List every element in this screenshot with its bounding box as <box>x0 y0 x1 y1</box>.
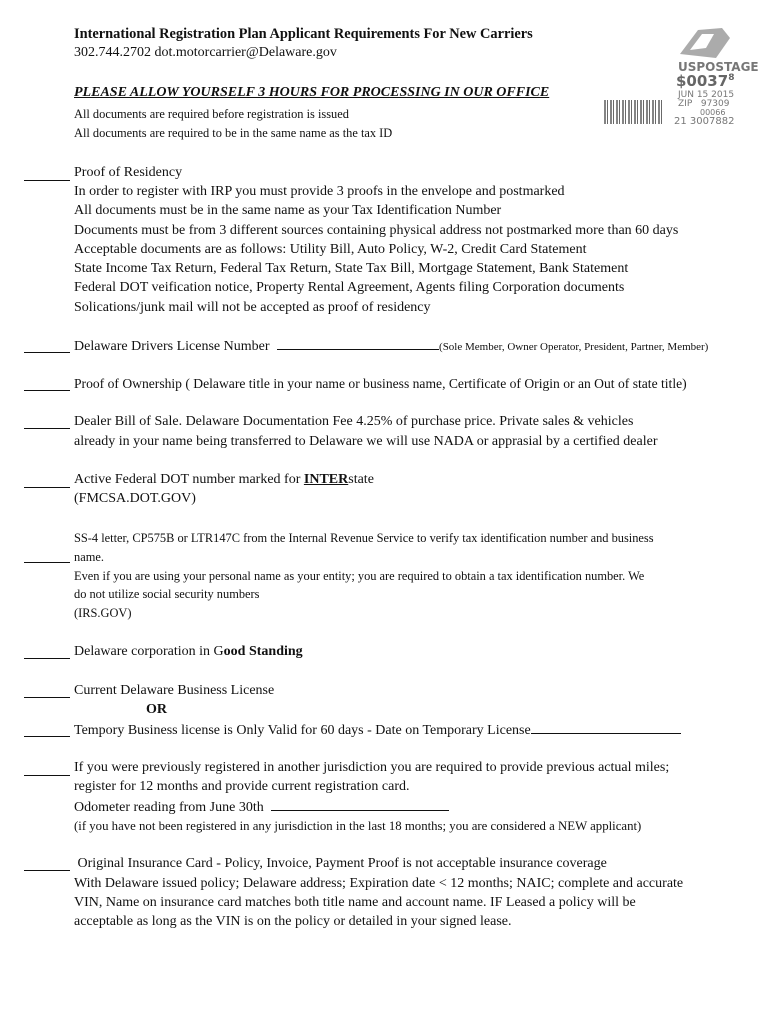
odometer-field[interactable] <box>271 798 449 811</box>
previous-line: If you were previously registered in another jurisdiction you are required to provide previous actual miles; <box>74 760 670 775</box>
checkbox-blank-business-license[interactable] <box>24 697 70 698</box>
stamp-date: JUN 15 2015 <box>678 90 735 100</box>
residency-line: Acceptable documents are as follows: Utility Bill, Auto Policy, W-2, Credit Card Statement <box>74 242 587 257</box>
postage-barcode <box>604 100 662 124</box>
note-same-name: All documents are required to be in the same name as the tax ID <box>74 126 393 140</box>
note-documents-required: All documents are required before registration is issued <box>74 107 349 121</box>
insurance-line: VIN, Name on insurance card matches both title name and account name. IF Leased a policy will be <box>74 895 636 910</box>
temporary-license-row <box>74 721 681 739</box>
insurance-line: With Delaware issued policy; Delaware address; Expiration date < 12 months; NAIC; complete and accurate <box>74 876 684 891</box>
checkbox-blank-temporary-license[interactable] <box>24 736 70 737</box>
stamp-label: USPOSTAGE <box>678 60 759 74</box>
checkbox-blank-irs[interactable] <box>24 562 70 563</box>
odometer-row <box>74 798 449 816</box>
license-label: Delaware Drivers License Number <box>74 339 270 354</box>
checkbox-blank-insurance[interactable] <box>24 870 70 871</box>
stamp-serial: 21 3007882 <box>674 116 735 127</box>
ownership-text: Proof of Ownership ( Delaware title in your name or business name, Certificate of Origin or an Out of state title) <box>74 376 687 391</box>
stamp-meter: 00066 <box>700 108 726 117</box>
contact-info: 302.744.2702 dot.motorcarrier@Delaware.gov <box>74 45 337 60</box>
residency-line: In order to register with IRP you must provide 3 proofs in the envelope and postmarked <box>74 184 565 199</box>
dot-site: (FMCSA.DOT.GOV) <box>74 491 196 506</box>
residency-line: Documents must be from 3 different sources containing physical address not postmarked more than 60 days <box>74 223 679 238</box>
stamp-amount: $0037$^8$ <box>676 72 735 90</box>
bill-of-sale-line: already in your name being transferred to Delaware we will use NADA or apprasial by a certified dealer <box>74 434 658 449</box>
checkbox-blank-dot[interactable] <box>24 487 70 488</box>
irs-line: Even if you are using your personal name as your entity; you are required to obtain a tax identification number. We <box>74 569 645 583</box>
postage-logo-icon <box>676 24 770 64</box>
business-license-line: Current Delaware Business License <box>74 683 275 698</box>
license-number-field[interactable] <box>277 337 439 350</box>
checkbox-blank-corporation[interactable] <box>24 658 70 659</box>
license-note: (Sole Member, Owner Operator, President, Partner, Member) <box>439 341 709 353</box>
irs-site: (IRS.GOV) <box>74 606 132 620</box>
insurance-line: acceptable as long as the VIN is on the policy or detailed in your signed lease. <box>74 914 512 929</box>
residency-line: All documents must be in the same name as your Tax Identification Number <box>74 203 502 218</box>
temporary-license-label: Tempory Business license is Only Valid for 60 days - Date on Temporary License <box>74 723 531 738</box>
corporation-line: Delaware corporation in Good Standing <box>74 644 303 659</box>
irs-line: do not utilize social security numbers <box>74 587 260 601</box>
license-row <box>74 337 708 355</box>
residency-line: State Income Tax Return, Federal Tax Return, State Tax Bill, Mortgage Statement, Bank Statement <box>74 261 629 276</box>
insurance-line: Original Insurance Card - Policy, Invoice, Payment Proof is not acceptable insurance coverage <box>74 856 607 871</box>
irs-line: name. <box>74 550 104 564</box>
checkbox-blank-residency[interactable] <box>24 180 70 181</box>
stamp-zip: ZIP 97309 <box>678 99 730 109</box>
bill-of-sale-line: Dealer Bill of Sale. Delaware Documentation Fee 4.25% of purchase price. Private sales & vehicles <box>74 414 634 429</box>
residency-line: Federal DOT veification notice, Property Rental Agreement, Agents filing Corporation documents <box>74 280 625 295</box>
checkbox-blank-ownership[interactable] <box>24 390 70 391</box>
previous-note: (if you have not been registered in any jurisdiction in the last 18 months; you are considered a NEW applicant) <box>74 819 642 833</box>
previous-line: register for 12 months and provide current registration card. <box>74 779 410 794</box>
checkbox-blank-license[interactable] <box>24 352 70 353</box>
irs-line: SS-4 letter, CP575B or LTR147C from the Internal Revenue Service to verify tax identification number and business <box>74 531 654 545</box>
checkbox-blank-previous-registration[interactable] <box>24 775 70 776</box>
dot-line: Active Federal DOT number marked for INTERstate <box>74 472 374 487</box>
odometer-label: Odometer reading from June 30th <box>74 800 264 815</box>
document-title: International Registration Plan Applicant Requirements For New Carriers <box>74 26 533 42</box>
checkbox-blank-bill-of-sale[interactable] <box>24 428 70 429</box>
temporary-license-date-field[interactable] <box>531 721 681 734</box>
residency-title: Proof of Residency <box>74 165 183 180</box>
processing-notice: PLEASE ALLOW YOURSELF 3 HOURS FOR PROCESSING IN OUR OFFICE <box>74 85 550 100</box>
residency-line: Solications/junk mail will not be accepted as proof of residency <box>74 300 431 315</box>
business-or: OR <box>146 702 167 717</box>
